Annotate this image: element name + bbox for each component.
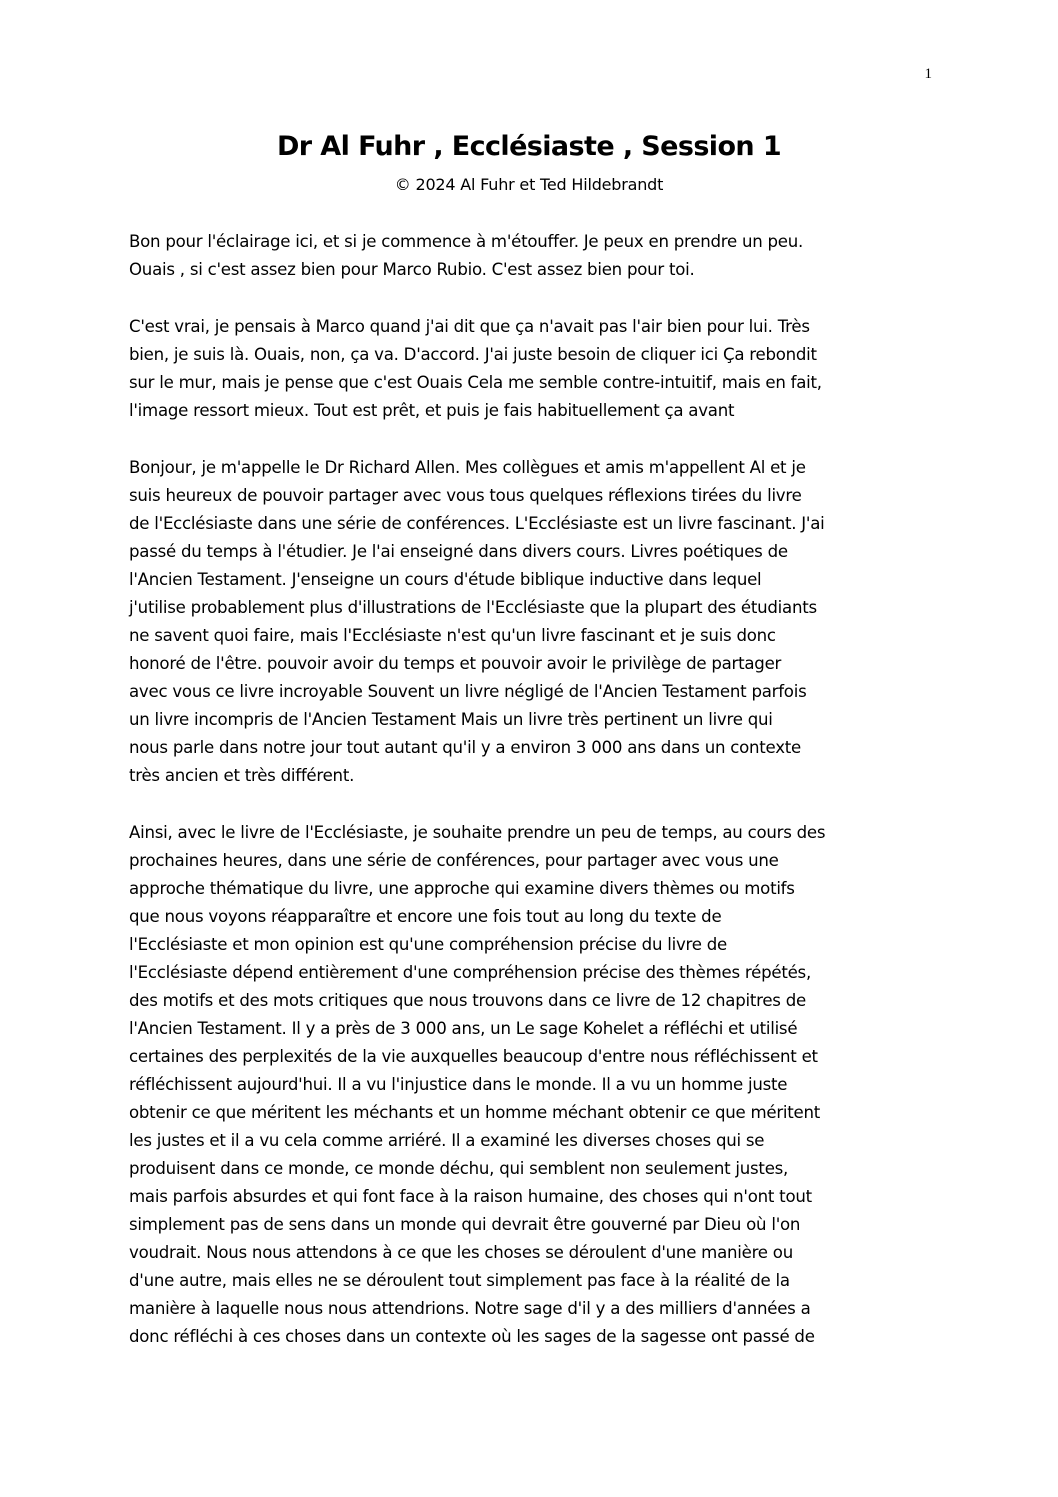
paragraph [129,819,929,1351]
document-title: Dr Al Fuhr , Ecclésiaste , Session 1 [276,131,782,162]
text-line: certaines des perplexités de la vie auxquelles beaucoup d'entre nous réfléchissent et [129,1047,818,1066]
copyright-line: © 2024 Al Fuhr et Ted Hildebrandt [394,175,664,194]
text-line: manière à laquelle nous nous attendrions. Notre sage d'il y a des milliers d'années a [129,1299,811,1318]
text-line: des motifs et des mots critiques que nous trouvons dans ce livre de 12 chapitres de [129,991,806,1010]
text-line: bien, je suis là. Ouais, non, ça va. D'accord. J'ai juste besoin de cliquer ici Ça rebondit [129,345,817,364]
text-line: donc réfléchi à ces choses dans un contexte où les sages de la sagesse ont passé de [129,1327,815,1346]
text-line: de l'Ecclésiaste dans une série de conférences. L'Ecclésiaste est un livre fascinant. J'ai [129,514,825,533]
paragraph [129,454,929,790]
text-line: sur le mur, mais je pense que c'est Ouais Cela me semble contre-intuitif, mais en fait, [129,373,822,392]
text-line: obtenir ce que méritent les méchants et un homme méchant obtenir ce que méritent [129,1103,821,1122]
text-line: l'Ecclésiaste dépend entièrement d'une compréhension précise des thèmes répétés, [129,963,811,982]
text-line: produisent dans ce monde, ce monde déchu, qui semblent non seulement justes, [129,1159,789,1178]
text-line: approche thématique du livre, une approche qui examine divers thèmes ou motifs [129,879,795,898]
text-line: passé du temps à l'étudier. Je l'ai enseigné dans divers cours. Livres poétiques de [129,542,788,561]
page-number: 1 [924,66,932,82]
text-line: voudrait. Nous nous attendons à ce que les choses se déroulent d'une manière ou [129,1243,793,1262]
text-line: que nous voyons réapparaître et encore une fois tout au long du texte de [129,907,722,926]
text-line: très ancien et très différent. [129,766,355,785]
paragraph [129,228,929,284]
text-line: simplement pas de sens dans un monde qui devrait être gouverné par Dieu où l'on [129,1215,801,1234]
document-body [129,228,929,1380]
text-line: l'Ancien Testament. Il y a près de 3 000 ans, un Le sage Kohelet a réfléchi et utilisé [129,1019,798,1038]
text-line: honoré de l'être. pouvoir avoir du temps et pouvoir avoir le privilège de partager [129,654,782,673]
text-line: Bonjour, je m'appelle le Dr Richard Allen. Mes collègues et amis m'appellent Al et je [129,458,806,477]
text-line: d'une autre, mais elles ne se déroulent tout simplement pas face à la réalité de la [129,1271,790,1290]
text-line: réfléchissent aujourd'hui. Il a vu l'injustice dans le monde. Il a vu un homme juste [129,1075,788,1094]
text-line: nous parle dans notre jour tout autant qu'il y a environ 3 000 ans dans un contexte [129,738,802,757]
text-line: mais parfois absurdes et qui font face à la raison humaine, des choses qui n'ont tout [129,1187,812,1206]
text-line: l'Ecclésiaste et mon opinion est qu'une compréhension précise du livre de [129,935,727,954]
text-line: C'est vrai, je pensais à Marco quand j'ai dit que ça n'avait pas l'air bien pour lui. Très [129,317,810,336]
text-line: prochaines heures, dans une série de conférences, pour partager avec vous une [129,851,779,870]
text-line: l'Ancien Testament. J'enseigne un cours d'étude biblique inductive dans lequel [129,570,762,589]
text-line: Ainsi, avec le livre de l'Ecclésiaste, je souhaite prendre un peu de temps, au cours des [129,823,826,842]
text-line: l'image ressort mieux. Tout est prêt, et puis je fais habituellement ça avant [129,401,735,420]
text-line: Ouais , si c'est assez bien pour Marco Rubio. C'est assez bien pour toi. [129,260,695,279]
text-line: avec vous ce livre incroyable Souvent un livre négligé de l'Ancien Testament parfois [129,682,807,701]
text-line: un livre incompris de l'Ancien Testament Mais un livre très pertinent un livre qui [129,710,773,729]
paragraph [129,313,929,425]
text-line: suis heureux de pouvoir partager avec vous tous quelques réflexions tirées du livre [129,486,802,505]
text-line: ne savent quoi faire, mais l'Ecclésiaste n'est qu'un livre fascinant et je suis donc [129,626,776,645]
text-line: Bon pour l'éclairage ici, et si je commence à m'étouffer. Je peux en prendre un peu. [129,232,804,251]
text-line: les justes et il a vu cela comme arriéré. Il a examiné les diverses choses qui se [129,1131,765,1150]
text-line: j'utilise probablement plus d'illustrations de l'Ecclésiaste que la plupart des étudiants [129,598,817,617]
